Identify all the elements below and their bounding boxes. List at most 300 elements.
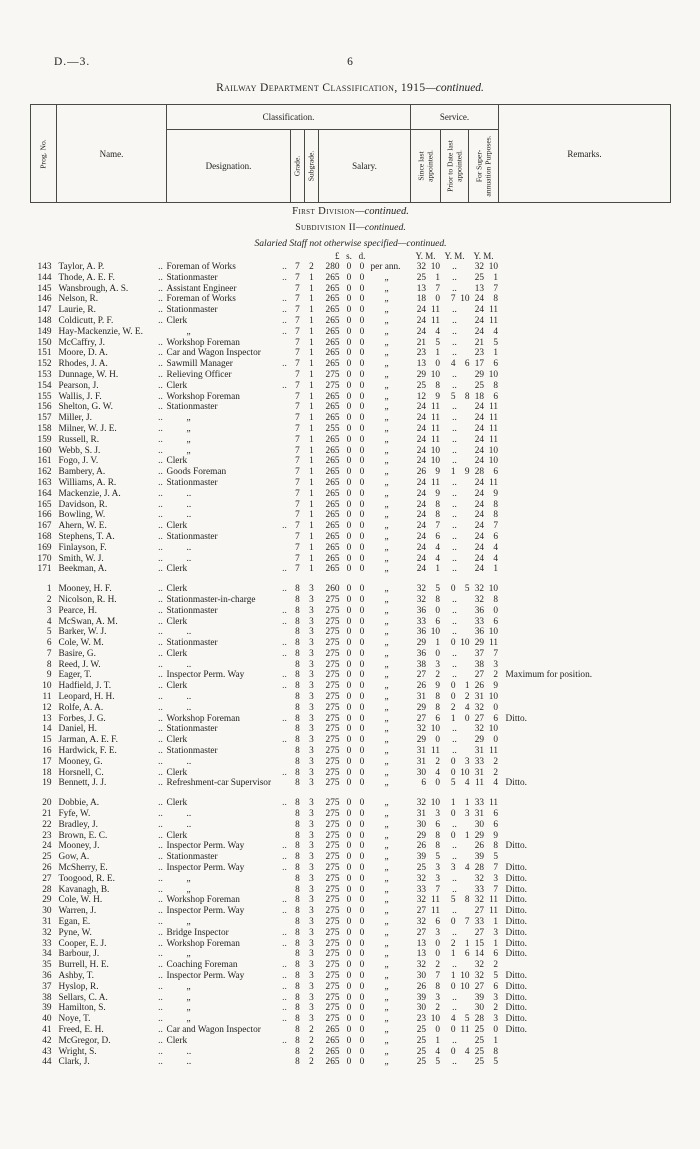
cell-grade: 8 — [295, 638, 300, 649]
cell-service-superannuation: 24 10 — [474, 445, 499, 456]
cell-salary-pounds: 275 — [325, 949, 340, 960]
cell-name: Taylor, A. P. — [58, 262, 105, 272]
cell-leader-dots: .. — [158, 456, 163, 467]
cell-name: Pearce, H. — [58, 605, 97, 616]
cell-designation-dots: .. — [282, 521, 287, 532]
cell-salary-pence: 0 — [359, 949, 365, 960]
cell-salary-pounds: 275 — [325, 670, 340, 681]
cell-name: Ashby, T. — [58, 971, 94, 981]
cell-salary-pounds: 265 — [325, 553, 340, 564]
table-row — [31, 874, 671, 885]
cell-service-since: 31 3 — [416, 809, 440, 820]
cell-remarks — [499, 798, 671, 809]
cell-remarks — [499, 478, 671, 489]
cell-designation-dots: .. — [282, 863, 287, 874]
table-row — [31, 1025, 671, 1036]
cell-service-prior: .. — [452, 670, 457, 681]
cell-per-annum: „ — [384, 917, 389, 928]
cell-designation-dots — [279, 627, 291, 638]
cell-name: Pyne, W. — [58, 927, 92, 938]
cell-name: Ahern, W. E. — [58, 521, 107, 532]
cell-salary-pence: 0 — [359, 337, 365, 348]
cell-salary-pounds: 275 — [325, 692, 340, 703]
cell-salary-pence: 0 — [359, 767, 365, 778]
cell-name: Barbour, J. — [58, 949, 100, 960]
cell-designation-dots — [279, 724, 291, 735]
cell-remarks: Ditto. — [505, 884, 527, 895]
cell-designation-dots — [279, 703, 291, 714]
cell-per-annum: „ — [384, 477, 389, 488]
cell-salary-shillings: 0 — [346, 616, 352, 627]
cell-designation: „ — [186, 326, 191, 337]
cell-service-prior: .. — [452, 852, 457, 863]
cell-salary-pounds: 275 — [325, 895, 340, 906]
cell-salary-pounds: 265 — [325, 391, 340, 402]
cell-grade: 7 — [295, 348, 300, 359]
cell-subgrade: 1 — [309, 499, 314, 510]
cell-subgrade: 1 — [309, 445, 314, 456]
cell-salary-pounds: 275 — [325, 638, 340, 649]
section-subdivision-text: Subdivision II—continued. — [295, 222, 406, 233]
cell-per-annum: „ — [384, 380, 389, 391]
cell-salary-pounds: 275 — [325, 981, 340, 992]
cell-name: Clark, J. — [58, 1057, 90, 1068]
cell-subgrade: 1 — [309, 564, 314, 575]
cell-leader-dots: .. — [158, 917, 163, 928]
table-row — [31, 778, 671, 789]
cell-remarks — [499, 305, 671, 316]
cell-remarks — [499, 456, 671, 467]
cell-prog-no: 4 — [46, 616, 52, 627]
table-row — [31, 284, 671, 295]
cell-service-since: 39 5 — [416, 852, 440, 863]
cell-name: Hyslop, R. — [58, 981, 99, 992]
cell-service-prior: .. — [452, 262, 457, 272]
cell-subgrade: 1 — [309, 521, 314, 532]
cell-service-since: 36 0 — [416, 648, 440, 659]
cell-subgrade: 3 — [309, 616, 314, 627]
cell-designation-dots — [279, 543, 291, 554]
cell-remarks — [499, 703, 671, 714]
cell-salary-pence: 0 — [359, 852, 365, 863]
cell-subgrade: 3 — [309, 981, 314, 992]
cell-subgrade: 3 — [309, 830, 314, 841]
cell-name: Mooney, H. F. — [58, 584, 112, 595]
cell-leader-dots: .. — [158, 499, 163, 510]
cell-remarks — [499, 402, 671, 413]
cell-service-superannuation: 32 8 — [474, 594, 499, 605]
cell-subgrade: 1 — [309, 402, 314, 413]
cell-name: Stephens, T. A. — [58, 531, 115, 542]
cell-remarks: Ditto. — [505, 971, 527, 981]
cell-salary-pence: 0 — [359, 434, 365, 445]
cell-service-superannuation: 24 8 — [474, 499, 499, 510]
cell-service-superannuation: 24 11 — [474, 434, 499, 445]
cell-grade: 8 — [295, 1057, 300, 1068]
cell-grade: 7 — [295, 315, 300, 326]
cell-salary-shillings: 0 — [346, 670, 352, 681]
spacer-cell — [369, 251, 411, 262]
cell-salary-pounds: 265 — [325, 456, 340, 467]
cell-per-annum: „ — [384, 971, 389, 981]
cell-designation: Assistant Engineer — [166, 283, 237, 294]
cell-name: Nelson, R. — [58, 294, 99, 305]
cell-salary-shillings: 0 — [346, 1035, 352, 1046]
cell-salary-pounds: 265 — [325, 348, 340, 359]
cell-per-annum: „ — [384, 638, 389, 649]
cell-service-since: 33 7 — [416, 884, 440, 895]
cell-salary-shillings: 0 — [346, 326, 352, 337]
cell-leader-dots: .. — [158, 927, 163, 938]
cell-remarks: Ditto. — [505, 873, 527, 884]
cell-designation: Workshop Foreman — [166, 938, 240, 949]
cell-service-superannuation: 25 8 — [474, 1046, 499, 1057]
cell-designation-dots — [279, 949, 291, 960]
cell-name: Hay-Mackenzie, W. E. — [58, 326, 143, 337]
cell-salary-pence: 0 — [359, 467, 365, 478]
cell-remarks — [499, 294, 671, 305]
cell-subgrade: 1 — [309, 305, 314, 316]
cell-service-superannuation: 33 2 — [474, 756, 499, 767]
cell-designation: .. — [186, 809, 192, 820]
cell-grade: 7 — [295, 510, 300, 521]
cell-salary-shillings: 0 — [346, 315, 352, 326]
cell-salary-pounds: 265 — [325, 521, 340, 532]
cell-service-superannuation: 31 10 — [474, 692, 499, 703]
header-grade: Grade. — [291, 130, 305, 203]
cell-subgrade: 1 — [309, 456, 314, 467]
cell-designation: Stationmaster — [166, 305, 218, 316]
cell-service-prior: .. — [452, 564, 457, 575]
cell-leader-dots: .. — [158, 949, 163, 960]
cell-service-superannuation: 24 11 — [474, 402, 499, 413]
cell-subgrade: 1 — [309, 477, 314, 488]
cell-prog-no: 16 — [42, 746, 52, 757]
cell-remarks — [499, 852, 671, 863]
cell-service-prior: .. — [452, 927, 457, 938]
cell-leader-dots: .. — [158, 756, 163, 767]
cell-prog-no: 152 — [37, 359, 52, 370]
cell-name: Thode, A. E. F. — [58, 272, 115, 283]
cell-service-superannuation: 24 10 — [474, 456, 499, 467]
unit-year-month: Y. M. — [444, 251, 465, 261]
cell-leader-dots: .. — [158, 359, 163, 370]
cell-service-superannuation: 32 5 — [474, 971, 499, 981]
cell-per-annum: „ — [384, 927, 389, 938]
table-row — [31, 595, 671, 606]
cell-designation: .. — [186, 553, 192, 564]
cell-remarks — [499, 820, 671, 831]
cell-name: Dobbie, A. — [58, 798, 100, 809]
header-name: Name. — [57, 105, 167, 203]
cell-service-superannuation: 32 0 — [474, 702, 499, 713]
table-row — [31, 949, 671, 960]
cell-grade: 7 — [295, 402, 300, 413]
cell-leader-dots: .. — [158, 402, 163, 413]
header-service: Service. — [411, 105, 499, 130]
cell-salary-pence: 0 — [359, 841, 365, 852]
cell-salary-shillings: 0 — [346, 542, 352, 553]
cell-designation-dots: .. — [282, 638, 287, 649]
cell-service-prior: .. — [452, 337, 457, 348]
cell-designation-dots: .. — [282, 767, 287, 778]
cell-designation-dots: .. — [282, 927, 287, 938]
cell-prog-no: 151 — [37, 348, 52, 359]
cell-name: Jarman, A. E. F. — [58, 735, 118, 746]
cell-salary-pence: 0 — [359, 873, 365, 884]
cell-designation: .. — [186, 659, 192, 670]
cell-service-prior: 2 4 — [450, 702, 470, 713]
cell-designation-dots: .. — [282, 584, 287, 595]
cell-designation: „ — [186, 434, 191, 445]
cell-service-superannuation: 36 0 — [474, 605, 499, 616]
cell-salary-pounds: 275 — [325, 767, 340, 778]
cell-service-superannuation: 24 4 — [474, 326, 499, 337]
cell-designation: Foreman of Works — [166, 294, 236, 305]
cell-remarks — [499, 273, 671, 284]
cell-salary-shillings: 0 — [346, 917, 352, 928]
cell-name: Fogo, J. V. — [58, 456, 99, 467]
cell-designation-dots: .. — [282, 960, 287, 971]
cell-subgrade: 3 — [309, 873, 314, 884]
cell-service-prior: .. — [452, 402, 457, 413]
header-superannuation: For Super-annuation Purposes. — [469, 130, 499, 203]
cell-remarks — [499, 413, 671, 424]
cell-salary-pence: 0 — [359, 1046, 365, 1057]
cell-service-prior: .. — [452, 746, 457, 757]
cell-salary-pounds: 265 — [325, 283, 340, 294]
table-row — [31, 606, 671, 617]
cell-designation: Workshop Foreman — [166, 713, 240, 724]
cell-service-superannuation: 24 8 — [474, 510, 499, 521]
cell-per-annum: „ — [384, 467, 389, 478]
cell-grade: 7 — [295, 423, 300, 434]
cell-name: McSwan, A. M. — [58, 616, 118, 627]
cell-name: Warren, J. — [58, 906, 97, 917]
cell-designation: Clerk — [166, 1035, 188, 1046]
table-row — [31, 305, 671, 316]
cell-prog-no: 166 — [37, 510, 52, 521]
cell-prog-no: 162 — [37, 467, 52, 478]
cell-service-since: 24 11 — [416, 413, 440, 424]
cell-name: Basire, G. — [58, 648, 96, 659]
cell-designation-dots — [279, 660, 291, 671]
cell-leader-dots: .. — [158, 1035, 163, 1046]
cell-per-annum: „ — [384, 819, 389, 830]
cell-name: Cole, W. M. — [58, 638, 104, 649]
cell-name: McGregor, D. — [58, 1035, 111, 1046]
cell-remarks — [499, 532, 671, 543]
cell-subgrade: 3 — [309, 584, 314, 595]
cell-subgrade: 1 — [309, 510, 314, 521]
cell-subgrade: 1 — [309, 294, 314, 305]
title-main: Railway Department Classification, 1915 — [216, 82, 426, 94]
cell-salary-shillings: 0 — [346, 927, 352, 938]
cell-per-annum: „ — [384, 326, 389, 337]
cell-subgrade: 3 — [309, 713, 314, 724]
cell-per-annum: „ — [384, 778, 389, 789]
cell-service-superannuation: 28 3 — [474, 1014, 499, 1025]
cell-service-prior: 3 4 — [450, 863, 470, 874]
cell-designation-dots: .. — [282, 564, 287, 575]
cell-salary-shillings: 0 — [346, 521, 352, 532]
cell-designation: Stationmaster — [166, 638, 218, 649]
cell-salary-pence: 0 — [359, 809, 365, 820]
cell-designation-dots: .. — [282, 906, 287, 917]
cell-leader-dots: .. — [158, 648, 163, 659]
cell-salary-pence: 0 — [359, 402, 365, 413]
cell-service-superannuation: 24 9 — [474, 488, 499, 499]
spacer-cell — [57, 251, 155, 262]
cell-salary-pence: 0 — [359, 521, 365, 532]
cell-designation-dots: .. — [282, 735, 287, 746]
cell-name: Mooney, G. — [58, 756, 103, 767]
cell-service-superannuation: 25 0 — [474, 1024, 499, 1035]
cell-designation-dots — [279, 1025, 291, 1036]
cell-service-since: 25 5 — [416, 1057, 440, 1068]
cell-name: Dunnage, W. H. — [58, 369, 119, 380]
cell-grade: 7 — [295, 542, 300, 553]
table-row — [31, 294, 671, 305]
cell-service-since: 32 3 — [416, 873, 440, 884]
cell-grade: 7 — [295, 326, 300, 337]
cell-designation: „ — [186, 949, 191, 960]
cell-grade: 7 — [295, 531, 300, 542]
cell-prog-no: 154 — [37, 380, 52, 391]
cell-designation: .. — [186, 702, 192, 713]
cell-salary-pounds: 275 — [325, 830, 340, 841]
cell-service-superannuation: 32 2 — [474, 960, 499, 971]
table-row — [31, 564, 671, 575]
cell-service-superannuation: 30 2 — [474, 1003, 499, 1014]
cell-grade: 8 — [295, 852, 300, 863]
cell-salary-pence: 0 — [359, 499, 365, 510]
cell-prog-no: 9 — [46, 670, 52, 681]
cell-salary-pounds: 275 — [325, 809, 340, 820]
cell-service-prior: .. — [452, 445, 457, 456]
cell-prog-no: 20 — [42, 798, 52, 809]
cell-leader-dots: .. — [158, 477, 163, 488]
table-row — [31, 724, 671, 735]
cell-salary-pence: 0 — [359, 724, 365, 735]
cell-service-since: 21 5 — [416, 337, 440, 348]
table-row — [31, 327, 671, 338]
cell-salary-shillings: 0 — [346, 1003, 352, 1014]
cell-name: Wallis, J. F. — [58, 391, 102, 402]
cell-designation: .. — [186, 756, 192, 767]
cell-prog-no: 34 — [42, 949, 52, 960]
cell-salary-shillings: 0 — [346, 262, 352, 272]
cell-grade: 8 — [295, 594, 300, 605]
cell-service-prior: .. — [452, 326, 457, 337]
cell-remarks — [499, 338, 671, 349]
cell-salary-pounds: 265 — [325, 510, 340, 521]
page-header — [0, 56, 700, 72]
cell-salary-pounds: 265 — [325, 272, 340, 283]
cell-prog-no: 39 — [42, 1003, 52, 1014]
cell-leader-dots: .. — [158, 659, 163, 670]
cell-salary-pence: 0 — [359, 488, 365, 499]
cell-salary-pence: 0 — [359, 981, 365, 992]
cell-prog-no: 33 — [42, 938, 52, 949]
cell-designation: Car and Wagon Inspector — [166, 1024, 261, 1035]
cell-leader-dots: .. — [158, 809, 163, 820]
cell-per-annum: „ — [384, 724, 389, 735]
cell-grade: 8 — [295, 981, 300, 992]
cell-per-annum: „ — [384, 499, 389, 510]
cell-remarks: Ditto. — [505, 927, 527, 938]
cell-subgrade: 1 — [309, 467, 314, 478]
cell-designation: Clerk — [166, 584, 188, 595]
cell-designation-dots — [279, 885, 291, 896]
cell-service-prior: .. — [452, 456, 457, 467]
cell-prog-no: 18 — [42, 767, 52, 778]
cell-salary-pounds: 265 — [325, 564, 340, 575]
cell-grade: 7 — [295, 294, 300, 305]
cell-designation-dots — [279, 392, 291, 403]
cell-subgrade: 3 — [309, 841, 314, 852]
table-row — [31, 446, 671, 457]
table-row — [31, 939, 671, 950]
cell-per-annum: „ — [384, 594, 389, 605]
cell-leader-dots: .. — [158, 272, 163, 283]
cell-salary-pounds: 275 — [325, 746, 340, 757]
cell-subgrade: 3 — [309, 735, 314, 746]
cell-salary-pence: 0 — [359, 681, 365, 692]
cell-designation-dots: .. — [282, 1003, 287, 1014]
cell-salary-shillings: 0 — [346, 906, 352, 917]
cell-remarks: Ditto. — [505, 981, 527, 992]
cell-subgrade: 1 — [309, 337, 314, 348]
cell-remarks — [499, 554, 671, 565]
cell-remarks — [499, 757, 671, 768]
cell-salary-pounds: 265 — [325, 488, 340, 499]
cell-service-superannuation: 24 11 — [474, 423, 499, 434]
cell-service-since: 31 2 — [416, 756, 440, 767]
cell-salary-pounds: 265 — [325, 359, 340, 370]
table-row — [31, 841, 671, 852]
cell-designation-dots — [279, 510, 291, 521]
cell-subgrade: 3 — [309, 638, 314, 649]
cell-service-superannuation: 24 1 — [474, 564, 499, 575]
unit-year-month: Y. M. — [415, 251, 436, 261]
cell-remarks — [499, 467, 671, 478]
table-row — [31, 746, 671, 757]
cell-per-annum: „ — [384, 456, 389, 467]
cell-salary-shillings: 0 — [346, 1046, 352, 1057]
cell-name: Moore, D. A. — [58, 348, 108, 359]
cell-designation: Clerk — [166, 616, 188, 627]
cell-per-annum: „ — [384, 542, 389, 553]
table-row — [31, 338, 671, 349]
cell-grade: 7 — [295, 477, 300, 488]
cell-remarks — [499, 1047, 671, 1058]
cell-remarks — [499, 521, 671, 532]
cell-service-superannuation: 25 8 — [474, 380, 499, 391]
table-row — [31, 510, 671, 521]
cell-salary-pence: 0 — [359, 477, 365, 488]
cell-leader-dots: .. — [158, 981, 163, 992]
cell-service-superannuation: 32 10 — [474, 724, 499, 735]
header-remarks: Remarks. — [499, 105, 671, 203]
cell-salary-pence: 0 — [359, 756, 365, 767]
cell-name: Sellars, C. A. — [58, 992, 108, 1003]
cell-salary-shillings: 0 — [346, 778, 352, 789]
cell-prog-no: 42 — [42, 1035, 52, 1046]
cell-per-annum: „ — [384, 553, 389, 564]
cell-service-since: 24 11 — [416, 434, 440, 445]
cell-service-superannuation: 11 4 — [475, 778, 499, 789]
